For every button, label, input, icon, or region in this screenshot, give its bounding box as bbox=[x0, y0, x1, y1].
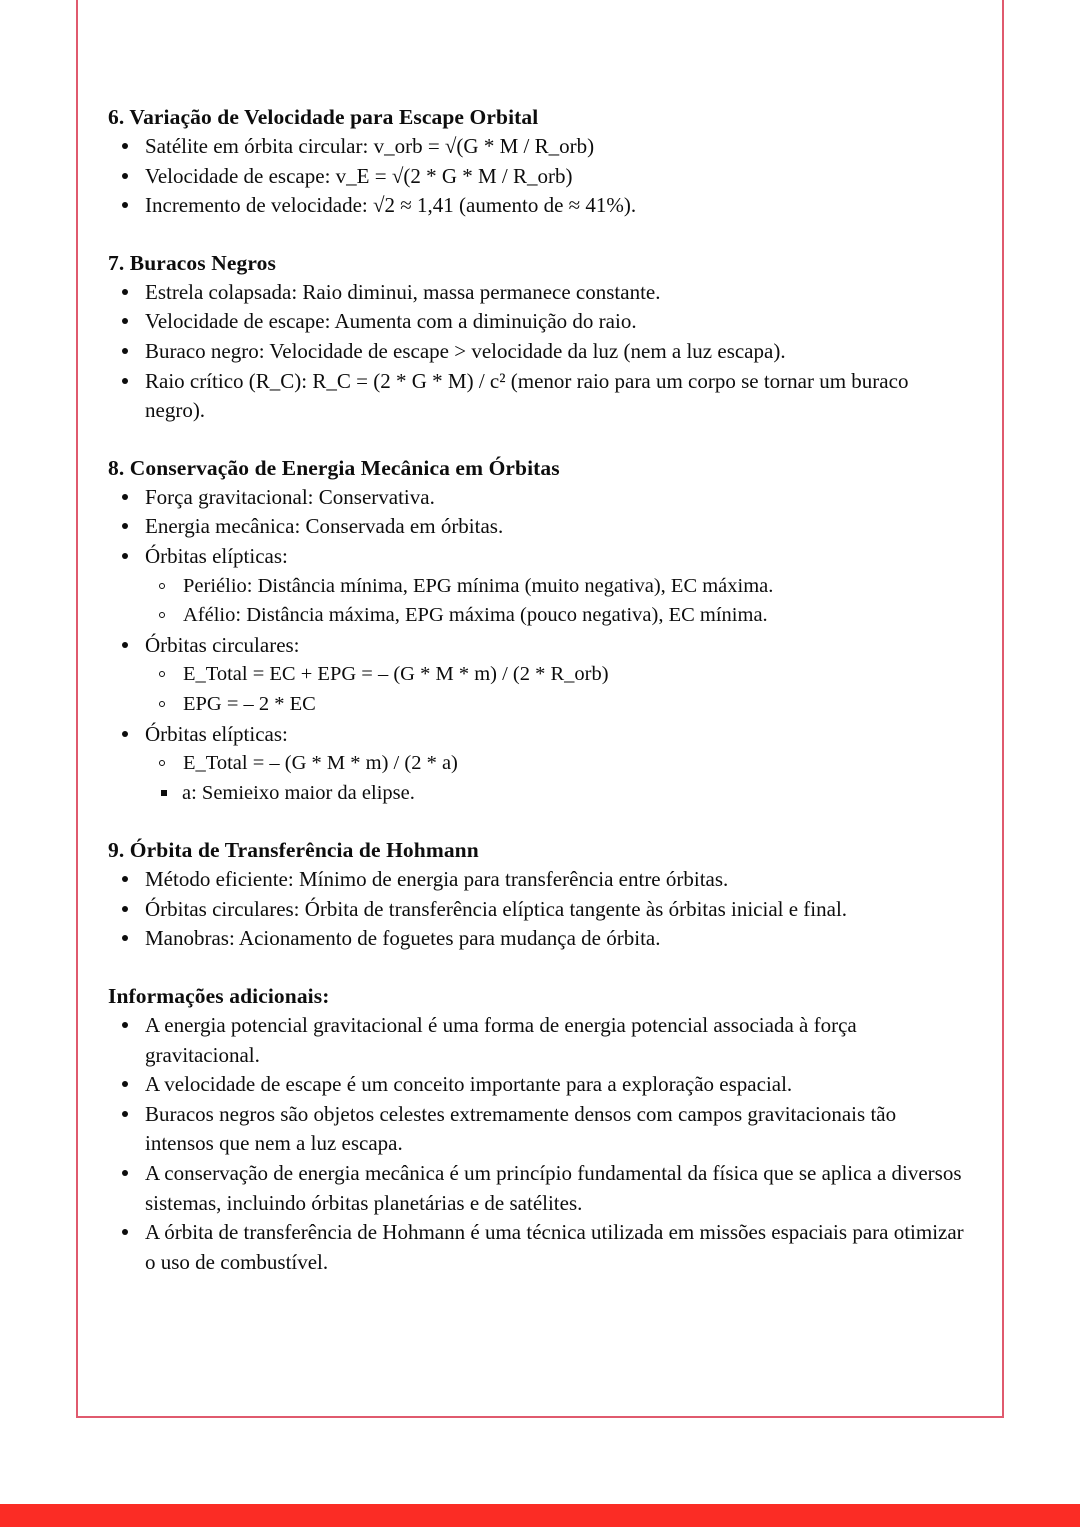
section-7-heading: 7. Buracos Negros bbox=[108, 250, 276, 275]
list-item bbox=[148, 779, 970, 809]
section-8-sublist-eliptica-2 bbox=[146, 749, 970, 779]
list-item-text: Órbitas circulares: bbox=[145, 632, 300, 657]
list-item bbox=[146, 572, 970, 602]
document-body bbox=[108, 103, 970, 1277]
list-item bbox=[108, 483, 970, 513]
list-item-text: Força gravitacional: Conservativa. bbox=[145, 484, 435, 509]
list-item bbox=[108, 631, 970, 661]
list-item-text: E_Total = EC + EPG = – (G * M * m) / (2 * R_orb) bbox=[183, 663, 609, 686]
additional-info-list bbox=[108, 1011, 970, 1277]
bullet-disc-icon bbox=[122, 318, 128, 324]
section-9-list bbox=[108, 865, 970, 954]
bullet-disc-icon bbox=[122, 1229, 128, 1235]
section-6 bbox=[108, 103, 970, 221]
bullet-disc-icon bbox=[122, 1111, 128, 1117]
list-item bbox=[108, 367, 970, 426]
list-item-text: A energia potencial gravitacional é uma forma de energia potencial associada à força gravitacional. bbox=[145, 1013, 857, 1067]
list-item-text: EPG = – 2 * EC bbox=[183, 692, 316, 715]
list-item bbox=[108, 1218, 970, 1277]
list-item bbox=[108, 865, 970, 895]
bullet-disc-icon bbox=[122, 523, 128, 529]
list-item bbox=[108, 924, 970, 954]
list-item-text: A conservação de energia mecânica é um princípio fundamental da física que se aplica a diversos sistemas, incluindo órbitas planetárias e de satélites. bbox=[145, 1161, 962, 1215]
list-item-text: A velocidade de escape é um conceito importante para a exploração espacial. bbox=[145, 1072, 793, 1097]
list-item bbox=[108, 132, 970, 162]
section-9-heading: 9. Órbita de Transferência de Hohmann bbox=[108, 838, 479, 863]
list-item bbox=[108, 162, 970, 192]
list-item bbox=[108, 1100, 970, 1159]
bullet-disc-icon bbox=[122, 1022, 128, 1028]
bullet-disc-icon bbox=[122, 642, 128, 648]
list-item-text: E_Total = – (G * M * m) / (2 * a) bbox=[183, 752, 458, 775]
section-8-list-eliptica-2 bbox=[108, 720, 970, 750]
list-item bbox=[108, 1159, 970, 1218]
section-9 bbox=[108, 836, 970, 954]
bullet-circle-icon bbox=[159, 760, 165, 766]
section-8-subsublist-eliptica-2 bbox=[148, 779, 970, 809]
list-item-text: Velocidade de escape: Aumenta com a diminuição do raio. bbox=[145, 309, 637, 334]
list-item bbox=[108, 895, 970, 925]
list-item bbox=[108, 191, 970, 221]
section-8-list-circulares bbox=[108, 631, 970, 661]
list-item bbox=[108, 512, 970, 542]
list-item bbox=[146, 690, 970, 720]
list-item-text: Estrela colapsada: Raio diminui, massa permanece constante. bbox=[145, 279, 661, 304]
bullet-disc-icon bbox=[122, 731, 128, 737]
section-7-list bbox=[108, 278, 970, 426]
list-item-text: Manobras: Acionamento de foguetes para mudança de órbita. bbox=[145, 926, 661, 951]
list-item bbox=[108, 278, 970, 308]
bullet-disc-icon bbox=[122, 378, 128, 384]
bullet-disc-icon bbox=[122, 143, 128, 149]
list-item bbox=[108, 542, 970, 572]
bullet-circle-icon bbox=[159, 671, 165, 677]
list-item-text: Órbitas elípticas: bbox=[145, 543, 288, 568]
additional-info-heading: Informações adicionais: bbox=[108, 984, 330, 1009]
list-item-text: Buraco negro: Velocidade de escape > velocidade da luz (nem a luz escapa). bbox=[145, 338, 786, 363]
bullet-disc-icon bbox=[122, 1081, 128, 1087]
bullet-disc-icon bbox=[122, 1170, 128, 1176]
list-item-text: Velocidade de escape: v_E = √(2 * G * M / R_orb) bbox=[145, 163, 573, 188]
bullet-disc-icon bbox=[122, 173, 128, 179]
bullet-disc-icon bbox=[122, 553, 128, 559]
list-item bbox=[108, 1070, 970, 1100]
list-item-text: Incremento de velocidade: √2 ≈ 1,41 (aumento de ≈ 41%). bbox=[145, 193, 637, 218]
list-item bbox=[146, 749, 970, 779]
list-item bbox=[108, 1011, 970, 1070]
section-7 bbox=[108, 249, 970, 426]
bullet-disc-icon bbox=[122, 935, 128, 941]
bullet-disc-icon bbox=[122, 202, 128, 208]
section-6-list bbox=[108, 132, 970, 221]
list-item-text: Afélio: Distância máxima, EPG máxima (pouco negativa), EC mínima. bbox=[183, 604, 768, 627]
list-item-text: Órbitas elípticas: bbox=[145, 721, 288, 746]
list-item bbox=[146, 601, 970, 631]
list-item-text: Energia mecânica: Conservada em órbitas. bbox=[145, 514, 504, 539]
list-item-text: Método eficiente: Mínimo de energia para transferência entre órbitas. bbox=[145, 867, 729, 892]
section-8-list bbox=[108, 483, 970, 572]
section-8-sublist-eliptica-1 bbox=[146, 572, 970, 631]
footer-red-band bbox=[0, 1504, 1080, 1527]
section-8 bbox=[108, 454, 970, 809]
list-item-text: Raio crítico (R_C): R_C = (2 * G * M) / c² (menor raio para um corpo se tornar um buraco negro). bbox=[145, 368, 909, 423]
section-8-heading: 8. Conservação de Energia Mecânica em Órbitas bbox=[108, 455, 560, 480]
list-item bbox=[108, 307, 970, 337]
list-item-text: A órbita de transferência de Hohmann é uma técnica utilizada em missões espaciais para otimizar o uso de combustível. bbox=[145, 1220, 964, 1274]
bullet-circle-icon bbox=[159, 612, 165, 618]
bullet-disc-icon bbox=[122, 348, 128, 354]
list-item-text: Buracos negros são objetos celestes extremamente densos com campos gravitacionais tão intensos que nem a luz escapa. bbox=[145, 1101, 897, 1156]
section-6-heading: 6. Variação de Velocidade para Escape Orbital bbox=[108, 105, 539, 129]
bullet-disc-icon bbox=[122, 876, 128, 882]
bullet-circle-icon bbox=[159, 583, 165, 589]
list-item-text: Órbitas circulares: Órbita de transferência elíptica tangente às órbitas inicial e final. bbox=[145, 896, 848, 921]
list-item bbox=[108, 720, 970, 750]
section-additional-info bbox=[108, 982, 970, 1277]
list-item-text: a: Semieixo maior da elipse. bbox=[182, 781, 415, 804]
list-item-text: Periélio: Distância mínima, EPG mínima (muito negativa), EC máxima. bbox=[183, 574, 774, 597]
bullet-disc-icon bbox=[122, 494, 128, 500]
list-item bbox=[108, 337, 970, 367]
list-item bbox=[146, 660, 970, 690]
bullet-disc-icon bbox=[122, 906, 128, 912]
bullet-disc-icon bbox=[122, 289, 128, 295]
bullet-square-icon bbox=[161, 790, 167, 796]
list-item-text: Satélite em órbita circular: v_orb = √(G * M / R_orb) bbox=[145, 134, 595, 158]
bullet-circle-icon bbox=[159, 701, 165, 707]
section-8-sublist-circulares bbox=[146, 660, 970, 719]
